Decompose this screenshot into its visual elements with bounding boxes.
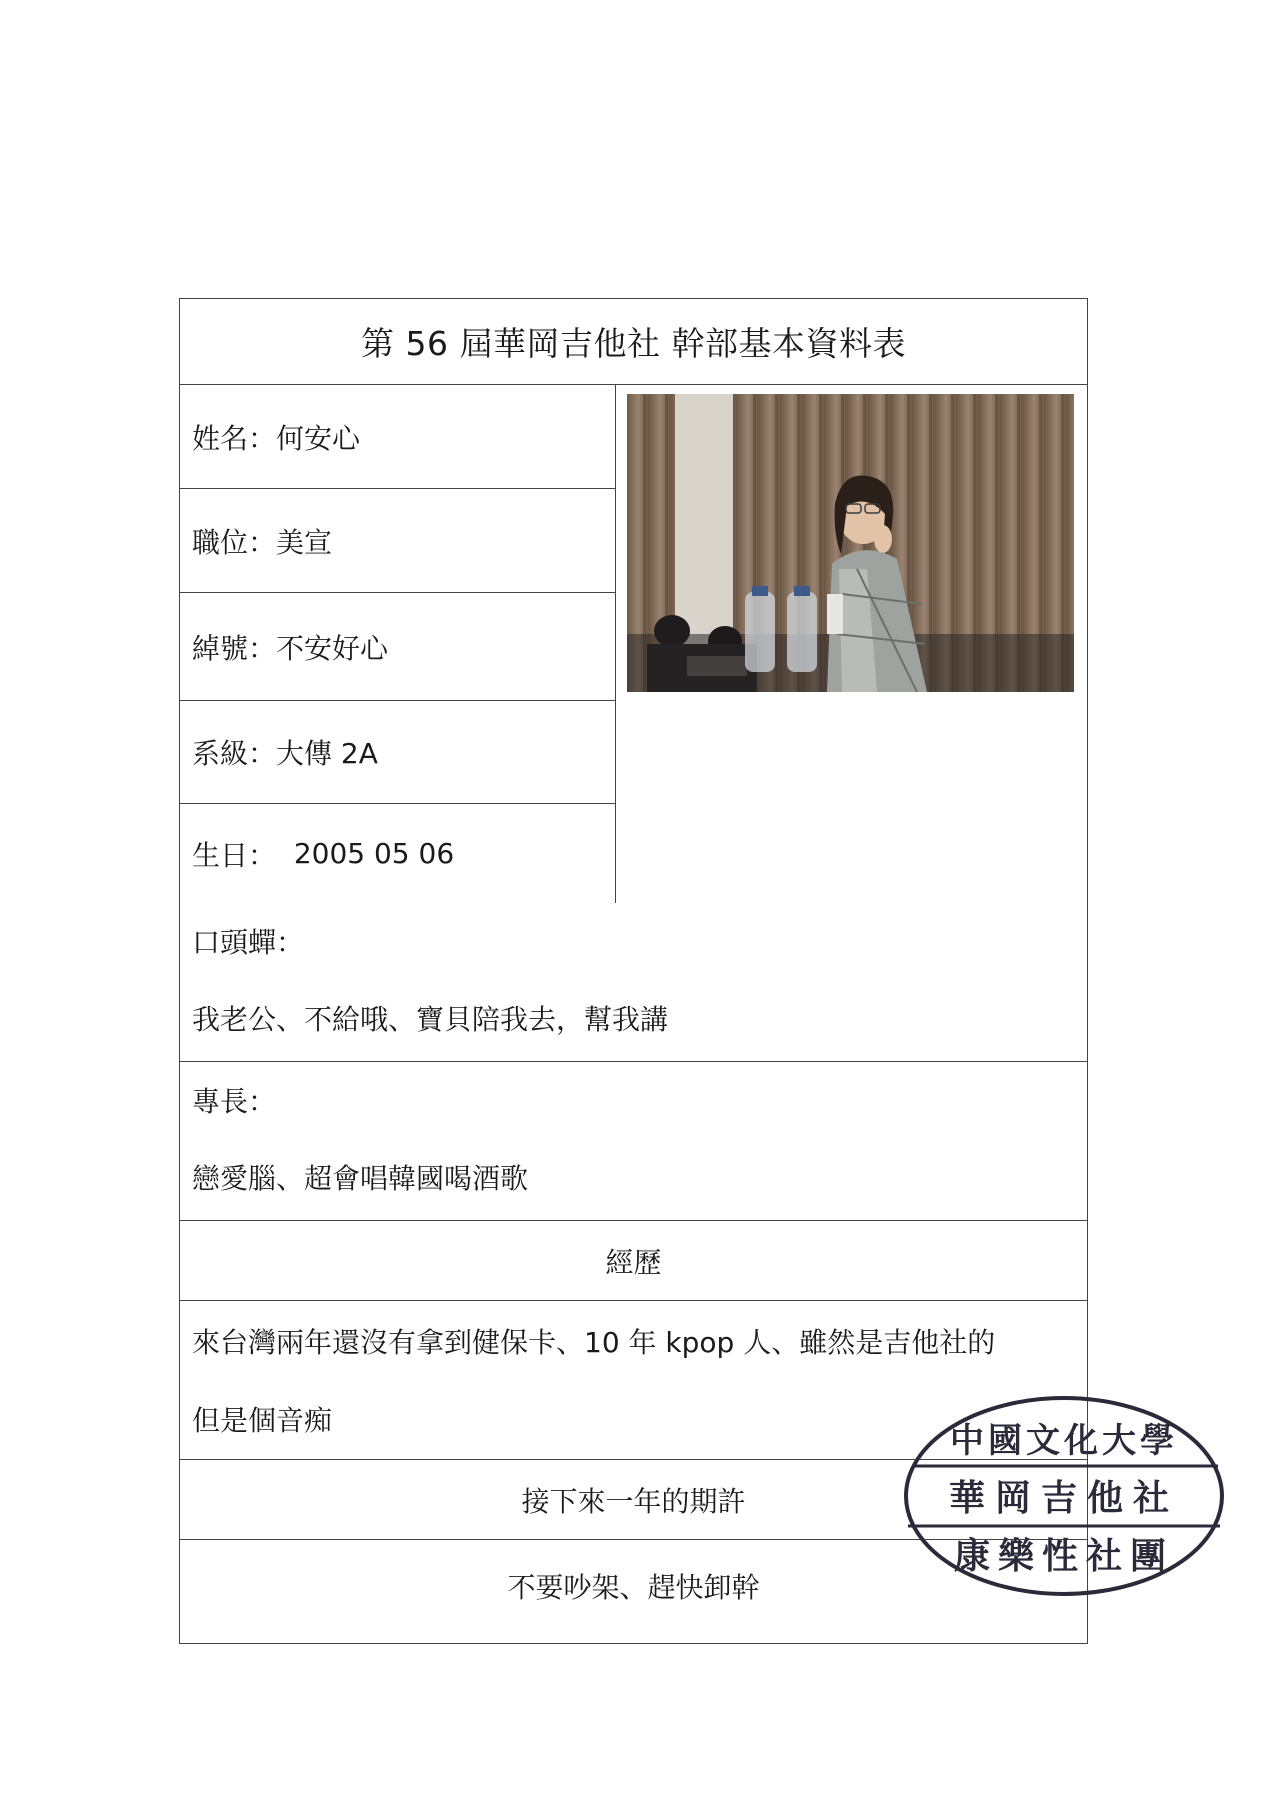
member-photo — [627, 394, 1074, 692]
birthday-row — [180, 804, 615, 903]
specialty-row — [180, 1062, 1087, 1221]
department-value: 大傳 2A — [276, 737, 378, 770]
expectation-value: 不要吵架、趕快卸幹 — [507, 1570, 760, 1604]
experience-heading: 經歷 — [605, 1245, 662, 1279]
seal-line-2: 華岡吉他社 — [948, 1477, 1180, 1519]
birthday-value: 2005 05 06 — [293, 837, 455, 870]
experience-line-2: 但是個音痴 — [192, 1404, 333, 1437]
photo-cell — [616, 385, 1087, 903]
basic-info-column — [180, 385, 616, 903]
birthday-label: 生日： — [192, 838, 294, 872]
department-label: 系級： — [192, 737, 277, 770]
form-title-row — [180, 299, 1087, 385]
nickname-label: 綽號： — [192, 631, 277, 665]
club-seal-stamp — [898, 1390, 1230, 1602]
nickname-row — [180, 593, 615, 701]
department-row — [180, 701, 615, 804]
experience-line-1: 來台灣兩年還沒有拿到健保卡、10 年 kpop 人、雖然是吉他社的 — [192, 1326, 996, 1359]
position-row — [180, 489, 615, 593]
nickname-value: 不安好心 — [276, 631, 389, 665]
name-label: 姓名： — [192, 421, 277, 455]
position-label: 職位： — [192, 525, 277, 559]
specialty-label: 專長： — [192, 1085, 277, 1118]
seal-line-3: 康樂性社團 — [953, 1535, 1175, 1577]
form-title: 第 56 屆華岡吉他社 幹部基本資料表 — [361, 324, 906, 363]
specialty-value: 戀愛腦、超會唱韓國喝酒歌 — [192, 1162, 529, 1195]
catchphrase-label: 口頭蟬： — [192, 926, 305, 959]
catchphrase-row — [180, 903, 1087, 1062]
name-row — [180, 385, 615, 489]
position-value: 美宣 — [276, 525, 333, 559]
catchphrase-value: 我老公、不給哦、寶貝陪我去，幫我講 — [192, 1003, 669, 1036]
name-value: 何安心 — [276, 421, 361, 455]
expectation-heading: 接下來一年的期許 — [521, 1484, 746, 1518]
seal-line-1: 中國文化大學 — [950, 1421, 1178, 1461]
experience-heading-row — [180, 1221, 1087, 1301]
